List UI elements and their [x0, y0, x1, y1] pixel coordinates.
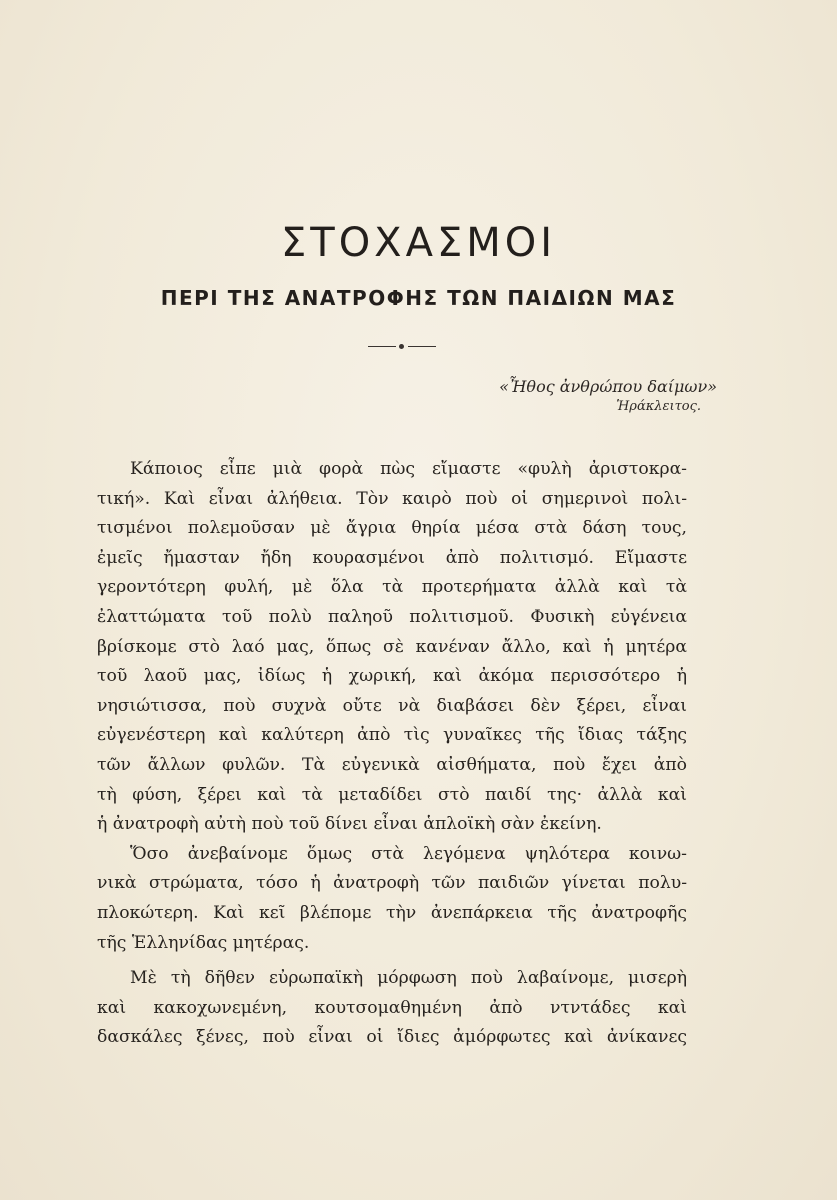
- text-line: Ὅσο ἀνεβαίνομε ὅμως στὰ λεγόμενα ψηλότερα κοινω-: [130, 843, 687, 864]
- text-line: Μὲ τὴ δῆθεν εὐρωπαϊκὴ μόρφωση ποὺ λαβαίνομε, μισερὴ: [130, 968, 687, 989]
- divider-line-left: [368, 346, 396, 347]
- divider-dot: [399, 344, 404, 349]
- body-text: [97, 455, 687, 1053]
- text-line: τῆς Ἑλληνίδας μητέρας.: [97, 932, 310, 953]
- text-line: νησιώτισσα, ποὺ συχνὰ οὔτε νὰ διαβάσει δὲν ξέρει, εἶναι: [97, 695, 687, 716]
- text-line: ἐμεῖς ἤμασταν ἤδη κουρασμένοι ἀπὸ πολιτισμό. Εἴμαστε: [97, 547, 687, 568]
- text-line: ἐλαττώματα τοῦ πολὺ παληοῦ πολιτισμοῦ. Φυσικὴ εὐγένεια: [97, 606, 687, 627]
- text-line: νικὰ στρώματα, τόσο ἡ ἀνατροφὴ τῶν παιδιῶν γίνεται πολυ-: [97, 873, 687, 894]
- text-line: γεροντότερη φυλή, μὲ ὅλα τὰ προτερήματα ἀλλὰ καὶ τὰ: [97, 577, 687, 598]
- text-line: ἡ ἀνατροφὴ αὐτὴ ποὺ τοῦ δίνει εἶναι ἁπλοϊκὴ σὰν ἐκείνη.: [97, 814, 602, 835]
- page-title: ΣΤΟΧΑΣΜΟΙ: [280, 220, 557, 266]
- page-subtitle: ΠΕΡΙ ΤΗΣ ΑΝΑΤΡΟΦΗΣ ΤΩΝ ΠΑΙΔΙΩΝ ΜΑΣ: [160, 286, 677, 310]
- text-line: Κάποιος εἶπε μιὰ φορὰ πὼς εἴμαστε «φυλὴ ἀριστοκρα-: [130, 459, 687, 479]
- text-line: τῶν ἄλλων φυλῶν. Τὰ εὐγενικὰ αἰσθήματα, ποὺ ἔχει ἀπὸ: [97, 754, 687, 775]
- text-line: καὶ κακοχωνεμένη, κουτσομαθημένη ἀπὸ ντντάδες καὶ: [97, 997, 687, 1018]
- epigraph-author: Ἡράκλειτος.: [616, 399, 701, 414]
- text-line: τὴ φύση, ξέρει καὶ τὰ μεταδίδει στὸ παιδί της· ἀλλὰ καὶ: [97, 784, 687, 805]
- text-line: βρίσκομε στὸ λαό μας, ὅπως σὲ κανέναν ἄλλο, καὶ ἡ μητέρα: [97, 636, 687, 657]
- divider-line-right: [408, 346, 436, 347]
- text-line: πλοκώτερη. Καὶ κεῖ βλέπομε τὴν ἀνεπάρκεια τῆς ἀνατροφῆς: [97, 902, 687, 923]
- divider-ornament: [368, 344, 436, 350]
- epigraph-quote: «Ἦθος ἀνθρώπου δαίμων»: [499, 377, 717, 396]
- text-line: εὐγενέστερη καὶ καλύτερη ἀπὸ τὶς γυναῖκες τῆς ἴδιας τάξης: [97, 725, 687, 746]
- text-line: τισμένοι πολεμοῦσαν μὲ ἄγρια θηρία μέσα στὰ δάση τους,: [97, 518, 687, 539]
- text-line: τοῦ λαοῦ μας, ἰδίως ἡ χωρική, καὶ ἀκόμα περισσότερο ἡ: [97, 666, 687, 687]
- text-line: δασκάλες ξένες, ποὺ εἶναι οἱ ἴδιες ἀμόρφωτες καὶ ἀνίκανες: [97, 1027, 687, 1048]
- text-line: τική». Καὶ εἶναι ἀλήθεια. Τὸν καιρὸ ποὺ οἱ σημερινοὶ πολι-: [97, 488, 687, 509]
